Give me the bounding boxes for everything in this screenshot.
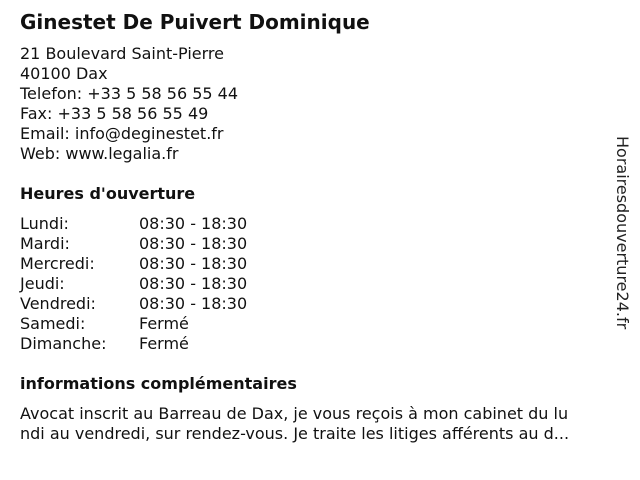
hours-day: Mercredi: (20, 254, 95, 273)
hours-day: Vendredi: (20, 294, 96, 313)
web-line: Web: www.legalia.fr (20, 144, 179, 163)
hours-day: Lundi: (20, 214, 69, 233)
hours-heading: Heures d'ouverture (20, 184, 196, 203)
hours-time: 08:30 - 18:30 (139, 274, 248, 293)
email-line: Email: info@deginestet.fr (20, 124, 224, 143)
site-credit: Horairesdouverture24.fr (613, 136, 632, 330)
hours-time: Fermé (139, 334, 189, 353)
address-street: 21 Boulevard Saint-Pierre (20, 44, 224, 63)
hours-time: Fermé (139, 314, 189, 333)
hours-time: 08:30 - 18:30 (139, 214, 248, 233)
info-line: Avocat inscrit au Barreau de Dax, je vous reçois à mon cabinet du lu (20, 404, 569, 423)
info-line: ndi au vendredi, sur rendez-vous. Je traite les litiges afférents au d... (20, 424, 570, 443)
business-name: Ginestet De Puivert Dominique (20, 10, 370, 34)
hours-day: Samedi: (20, 314, 86, 333)
phone-line: Telefon: +33 5 58 56 55 44 (20, 84, 239, 103)
address-city: 40100 Dax (20, 64, 108, 83)
hours-day: Dimanche: (20, 334, 107, 353)
info-heading: informations complémentaires (20, 374, 297, 393)
info-description (20, 404, 624, 444)
contact-block (20, 44, 238, 164)
fax-line: Fax: +33 5 58 56 55 49 (20, 104, 209, 123)
hours-time: 08:30 - 18:30 (139, 294, 248, 313)
hours-day: Jeudi: (20, 274, 65, 293)
hours-time: 08:30 - 18:30 (139, 254, 248, 273)
hours-time: 08:30 - 18:30 (139, 234, 248, 253)
hours-day: Mardi: (20, 234, 70, 253)
